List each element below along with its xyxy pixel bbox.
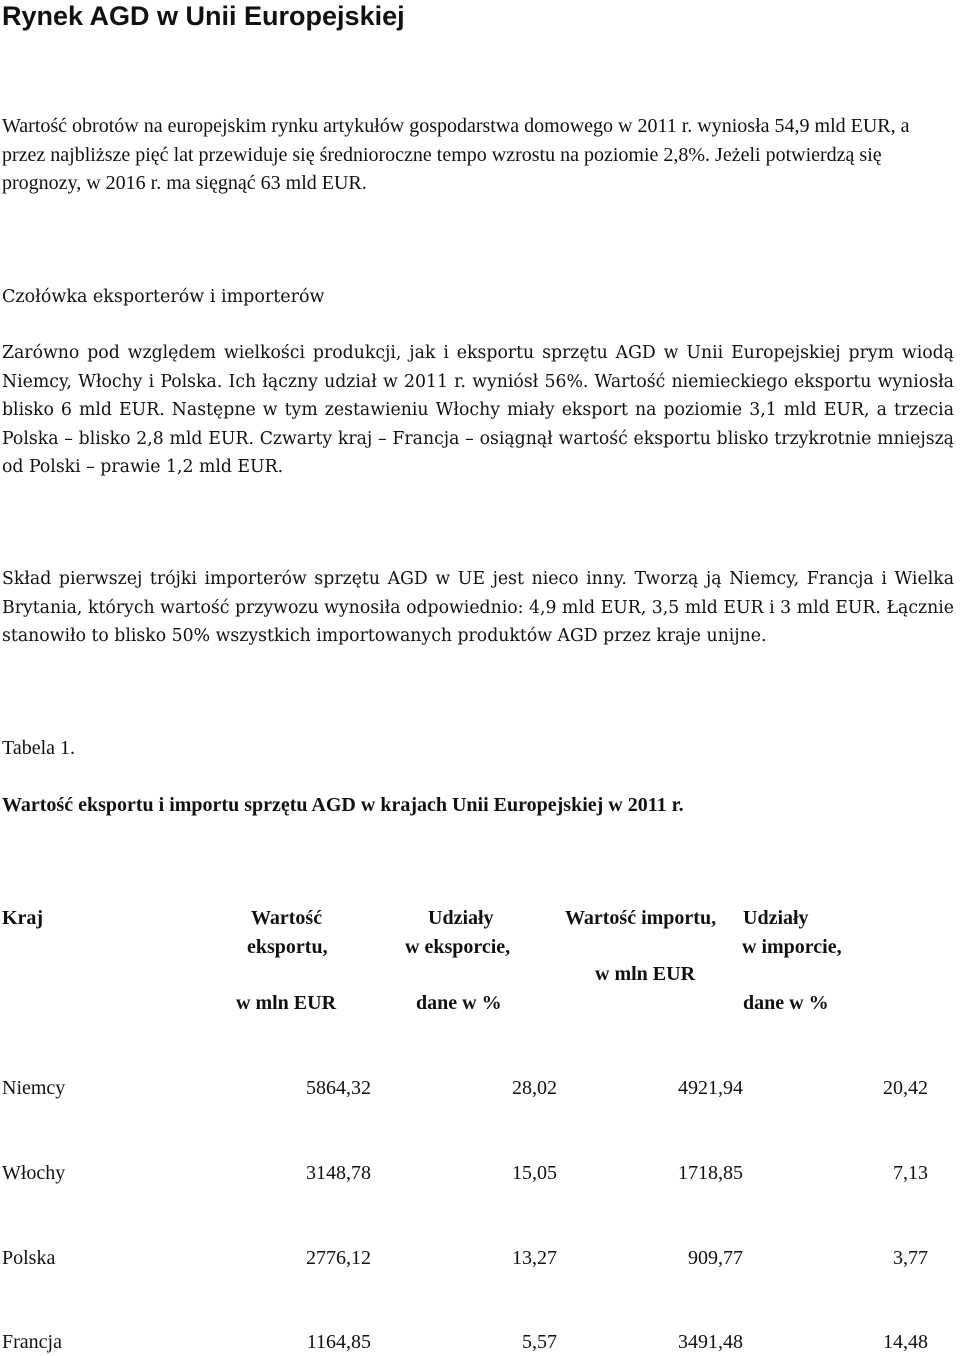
- table-caption: Tabela 1.: [2, 737, 76, 759]
- header-import-share-line2: w imporcie,: [742, 936, 842, 958]
- header-export-value-line1: Wartość: [251, 907, 323, 929]
- header-import-share-line1: Udziały: [743, 907, 809, 929]
- header-country: Kraj: [2, 907, 44, 929]
- header-export-value-line2: eksportu,: [247, 936, 328, 958]
- table-row: [0, 1159, 960, 1187]
- cell-export-share: 13,27: [512, 1247, 557, 1269]
- cell-import-value: 3491,48: [678, 1331, 743, 1353]
- cell-export-value: 1164,85: [306, 1331, 371, 1353]
- header-export-value-line3: w mln EUR: [236, 992, 337, 1014]
- table-row: [0, 1328, 960, 1356]
- cell-import-value: 1718,85: [678, 1162, 743, 1184]
- header-export-share-line2: w eksporcie,: [405, 936, 511, 958]
- cell-import-value: 909,77: [688, 1247, 743, 1269]
- cell-country: Niemcy: [2, 1077, 66, 1099]
- header-import-value-line2: w mln EUR: [595, 963, 696, 985]
- cell-country: Francja: [2, 1331, 62, 1353]
- cell-import-share: 20,42: [883, 1077, 928, 1099]
- cell-import-share: 3,77: [893, 1247, 928, 1269]
- table-row: [0, 1074, 960, 1102]
- cell-export-value: 2776,12: [306, 1247, 371, 1269]
- cell-import-share: 14,48: [883, 1331, 928, 1353]
- exporters-paragraph: Zarówno pod względem wielkości produkcji, jak i eksportu sprzętu AGD w Unii Europejskiej prym wiodą Niemcy, Włochy i Polska. Ich łączny udział w 2011 r. wyniósł 56%. Wartość niemieckiego eksportu wyniosła blisko 6 mld EUR. Następne w tym zestawieniu Włochy miały eksport na poziomie 3,1 mld EUR, a trzecia Polska – blisko 2,8 mld EUR. Czwarty kraj – Francja – osiągnął wartość eksportu blisko trzykrotnie mniejszą od Polski – prawie 1,2 mld EUR.: [2, 343, 954, 478]
- cell-export-value: 3148,78: [306, 1162, 371, 1184]
- cell-export-share: 28,02: [512, 1077, 557, 1099]
- intro-paragraph: Wartość obrotów na europejskim rynku artykułów gospodarstwa domowego w 2011 r. wyniosła 54,9 mld EUR, a przez najbliższe pięć lat przewiduje się średnioroczne tempo wzrostu na poziomie 2,8%. Jeżeli potwierdzą się prognozy, w 2016 r. ma sięgnąć 63 mld EUR.: [2, 115, 910, 194]
- cell-import-value: 4921,94: [678, 1077, 743, 1099]
- header-import-share-line3: dane w %: [743, 992, 829, 1014]
- section-heading: Czołówka eksporterów i importerów: [2, 287, 325, 307]
- header-export-share-line1: Udziały: [428, 907, 494, 929]
- table-title: Wartość eksportu i importu sprzętu AGD w krajach Unii Europejskiej w 2011 r.: [2, 794, 684, 816]
- table-row: [0, 1244, 960, 1272]
- header-export-share-line3: dane w %: [416, 992, 502, 1014]
- cell-export-value: 5864,32: [306, 1077, 371, 1099]
- document-title: Rynek AGD w Unii Europejskiej: [2, 1, 405, 31]
- header-import-value-line1: Wartość importu,: [565, 907, 717, 929]
- cell-export-share: 15,05: [512, 1162, 557, 1184]
- cell-import-share: 7,13: [893, 1162, 928, 1184]
- cell-export-share: 5,57: [522, 1331, 557, 1353]
- cell-country: Polska: [2, 1247, 56, 1269]
- cell-country: Włochy: [2, 1162, 66, 1184]
- importers-paragraph: Skład pierwszej trójki importerów sprzętu AGD w UE jest nieco inny. Tworzą ją Niemcy, Francja i Wielka Brytania, których wartość przywozu wynosiła odpowiednio: 4,9 mld EUR, 3,5 mld EUR i 3 mld EUR. Łącznie stanowiło to blisko 50% wszystkich importowanych produktów AGD przez kraje unijne.: [2, 569, 954, 647]
